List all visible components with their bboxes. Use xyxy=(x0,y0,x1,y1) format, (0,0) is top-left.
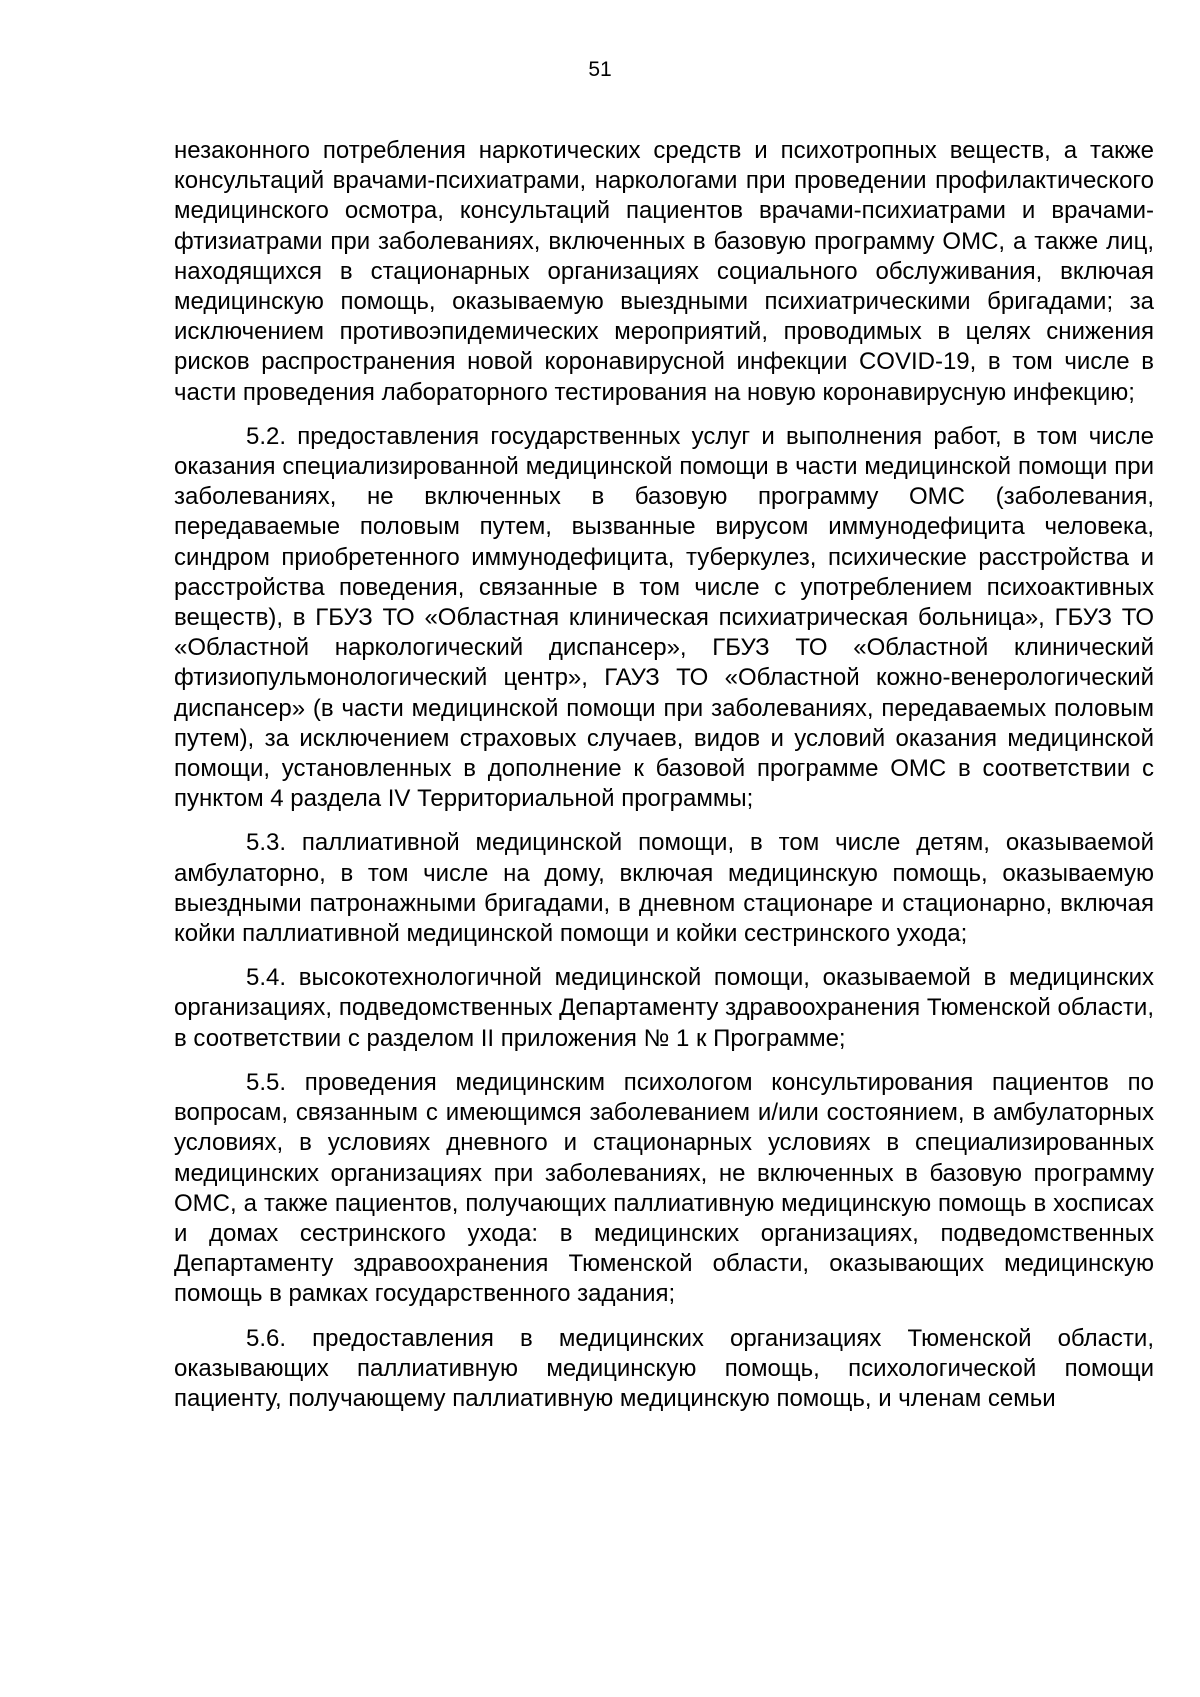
paragraph-continuation: незаконного потребления наркотических средств и психотропных веществ, а также консультаций врачами-психиатрами, наркологами при проведении профилактического медицинского осмотра, консультаций пациентов врачами-психиатрами и врачами-фтизиатрами при заболеваниях, включенных в базовую программу ОМС, а также лиц, находящихся в стационарных организациях социального обслуживания, включая медицинскую помощь, оказываемую выездными психиатрическими бригадами; за исключением противоэпидемических мероприятий, проводимых в целях снижения рисков распространения новой коронавирусной инфекции COVID-19, в том числе в части проведения лабораторного тестирования на новую коронавирусную инфекцию; xyxy=(174,137,1154,406)
paragraph-5-5: 5.5. проведения медицинским психологом консультирования пациентов по вопросам, связанным с имеющимся заболеванием и/или состоянием, в амбулаторных условиях, в условиях дневного и стационарных условиях в специализированных медицинских организациях при заболеваниях, не включенных в базовую программу ОМС, а также пациентов, получающих паллиативную медицинскую помощь в хосписах и домах сестринского ухода: в медицинских организациях, подведомственных Департаменту здравоохранения Тюменской области, оказывающих медицинскую помощь в рамках государственного задания; xyxy=(174,1068,1154,1308)
paragraph-5-6: 5.6. предоставления в медицинских организациях Тюменской области, оказывающих паллиативную медицинскую помощь, психологической помощи пациенту, получающему паллиативную медицинскую помощь, и членам семьи xyxy=(174,1324,1154,1412)
paragraph-5-3: 5.3. паллиативной медицинской помощи, в том числе детям, оказываемой амбулаторно, в том числе на дому, включая медицинскую помощь, оказываемую выездными патронажными бригадами, в дневном стационаре и стационарно, включая койки паллиативной медицинской помощи и койки сестринского ухода; xyxy=(174,829,1154,948)
paragraph-5-4: 5.4. высокотехнологичной медицинской помощи, оказываемой в медицинских организациях, подведомственных Департаменту здравоохранения Тюменской области, в соответствии с разделом II приложения № 1 к Программе; xyxy=(174,964,1154,1052)
page-number: 51 xyxy=(588,58,612,81)
document-body xyxy=(174,136,1154,1428)
paragraph-5-2: 5.2. предоставления государственных услуг и выполнения работ, в том числе оказания специализированной медицинской помощи в части медицинской помощи при заболеваниях, не включенных в базовую программу ОМС (заболевания, передаваемые половым путем, вызванные вирусом иммунодефицита человека, синдром приобретенного иммунодефицита, туберкулез, психические расстройства и расстройства поведения, связанные в том числе с употреблением психоактивных веществ), в ГБУЗ ТО «Областная клиническая психиатрическая больница», ГБУЗ ТО «Областной наркологический диспансер», ГБУЗ ТО «Областной клинический фтизиопульмонологический центр», ГАУЗ ТО «Областной кожно-венерологический диспансер» (в части медицинской помощи при заболеваниях, передаваемых половым путем), за исключением страховых случаев, видов и условий оказания медицинской помощи, установленных в дополнение к базовой программе ОМС в соответствии с пунктом 4 раздела IV Территориальной программы; xyxy=(174,422,1154,813)
